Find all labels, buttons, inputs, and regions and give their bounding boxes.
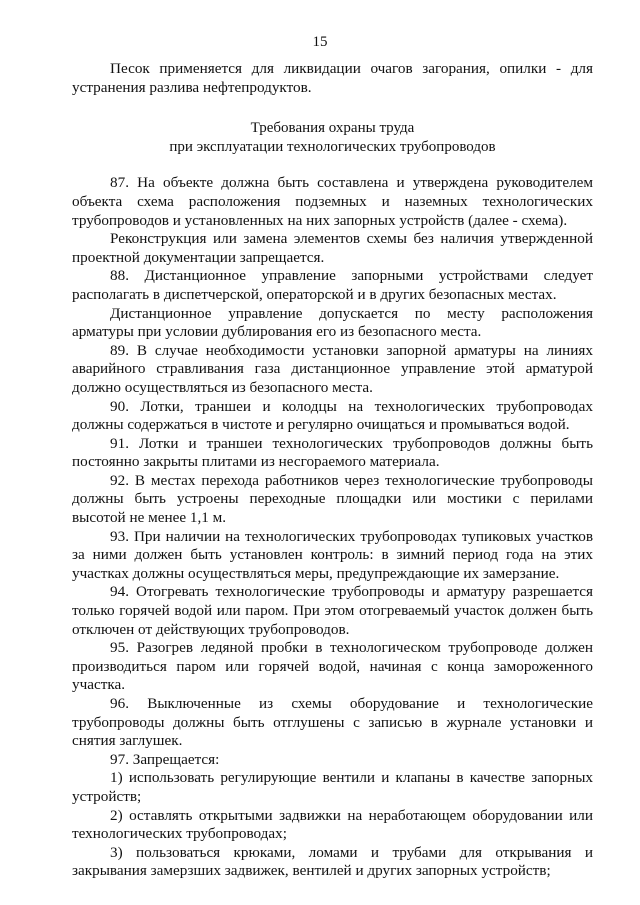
document-body: [72, 60, 593, 881]
paragraph-93: 93. При наличии на технологических трубопроводах тупиковых участков за ними должен быть установлен контроль: в зимний период года на этих участках должны осуществляться меры, предупреждающие их замерзание.: [72, 527, 593, 582]
section-heading-line-1: Требования охраны труда: [250, 120, 415, 137]
section-heading-line-2: при эксплуатации технологических трубопроводов: [169, 138, 496, 155]
paragraph-95: 95. Разогрев ледяной пробки в технологическом трубопроводе должен производиться паром или горячей водой, начиная с конца замороженного участка.: [72, 639, 593, 694]
paragraph-87-reconstruction: Реконструкция или замена элементов схемы без наличия утвержденной проектной документации запрещается.: [72, 230, 593, 266]
page-number: 15: [312, 34, 328, 50]
list-item-97-2: 2) оставлять открытыми задвижки на неработающем оборудовании или технологических трубопроводах;: [72, 806, 593, 843]
paragraph-92: 92. В местах перехода работников через технологические трубопроводы должны быть устроены переходные площадки или мостики с перилами высотой не менее 1,1 м.: [72, 471, 593, 527]
paragraph-97: 97. Запрещается:: [110, 750, 220, 768]
list-item-97-1: 1) использовать регулирующие вентили и клапаны в качестве запорных устройств;: [72, 769, 593, 805]
paragraph-94: 94. Отогревать технологические трубопроводы и арматуру разрешается только горячей водой или паром. При этом отогреваемый участок должен быть отключен от действующих трубопроводов.: [72, 583, 593, 638]
paragraph-91: 91. Лотки и траншеи технологических трубопроводов должны быть постоянно закрыты плитами из несгораемого материала.: [72, 434, 593, 471]
paragraph-88: 88. Дистанционное управление запорными устройствами следует располагать в диспетчерской, операторской и в других безопасных местах.: [72, 267, 593, 303]
paragraph-96: 96. Выключенные из схемы оборудование и технологические трубопроводы должны быть отглушены с записью в журнале установки и снятия заглушек.: [72, 695, 593, 750]
paragraph-87: 87. На объекте должна быть составлена и утверждена руководителем объекта схема расположения подземных и наземных технологических трубопроводов и установленных на них запорных устройств (далее - схема).: [72, 174, 593, 229]
paragraph-89: 89. В случае необходимости установки запорной арматуры на линиях аварийного стравливания газа дистанционное управление этой арматурой должно осуществляться из безопасного места.: [72, 341, 593, 396]
section-heading: [72, 119, 593, 156]
intro-paragraph: Песок применяется для ликвидации очагов загорания, опилки - для устранения разлива нефтепродуктов.: [72, 60, 593, 96]
paragraph-90: 90. Лотки, траншеи и колодцы на технологических трубопроводах должны содержаться в чистоте и регулярно очищаться и промываться водой.: [72, 397, 593, 434]
list-item-97-3: 3) пользоваться крюками, ломами и трубами для открывания и закрывания замерзших задвижек, вентилей и других запорных устройств;: [72, 843, 593, 880]
paragraph-88-local-control: Дистанционное управление допускается по месту расположения арматуры при условии дублирования его из безопасного места.: [72, 304, 593, 341]
